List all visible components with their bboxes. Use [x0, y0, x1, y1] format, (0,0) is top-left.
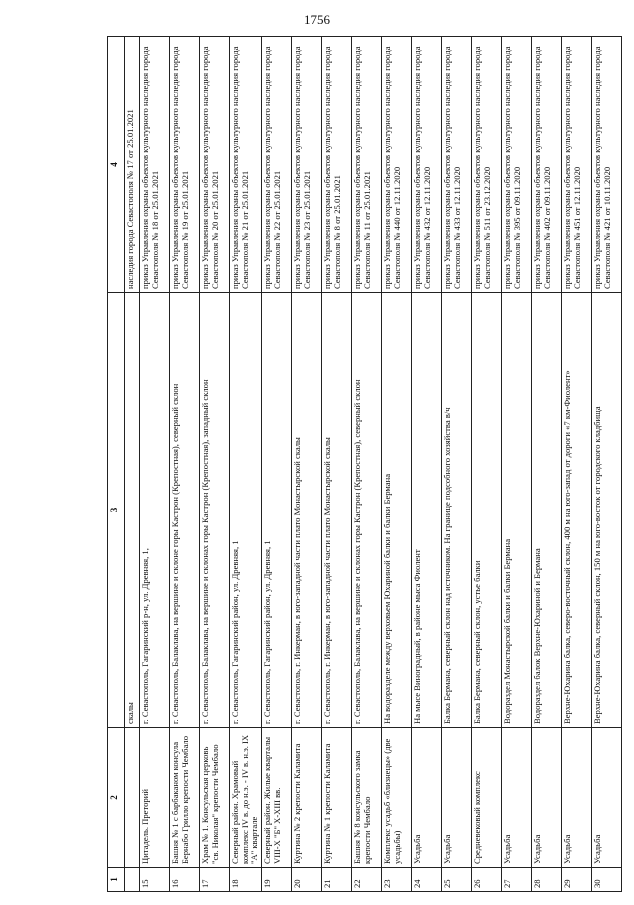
table-row: [441, 37, 471, 892]
header-col-4: 4: [108, 37, 125, 293]
object-name: Храм № 1. Консульская церковь "св. Николая" крепости Чембало: [200, 728, 230, 868]
row-number: 26: [471, 868, 501, 892]
table-row: [170, 37, 200, 892]
object-location: Балка Бермана, северный склон над источником. На границе подсобного хозяйства в/ч: [441, 293, 471, 728]
document-ref: приказ Управления охраны объектов культурного наследия города Севастополя № 421 от 10.11.2020: [591, 37, 621, 293]
document-ref: приказ Управления охраны объектов культурного наследия города Севастополя № 18 от 25.01.2021: [140, 37, 170, 293]
table-row: [140, 37, 170, 892]
object-location: Водораздел Монастырской балки и балки Бермана: [501, 293, 531, 728]
row-number: 24: [411, 868, 441, 892]
object-name: Куртина № 2 крепости Каламита: [291, 728, 321, 868]
object-name: Усадьба: [531, 728, 561, 868]
row-number: 29: [561, 868, 591, 892]
object-name: Усадьба: [411, 728, 441, 868]
continuation-name: [125, 728, 140, 868]
header-col-2: 2: [108, 728, 125, 868]
row-number: 30: [591, 868, 621, 892]
object-location: г. Севастополь, Балаклава, на вершине и склоне горы Кастрон (Крепостная), северный склон: [170, 293, 200, 728]
row-number: 18: [230, 868, 262, 892]
header-row: [108, 37, 125, 892]
table-row: [591, 37, 621, 892]
document-ref: приказ Управления охраны объектов культурного наследия города Севастополя № 402 от 09.11.2020: [531, 37, 561, 293]
object-name: Северный район. Храмовый комплекс IV в. до н.э. - IV в. н.э. IX "А" квартале: [230, 728, 262, 868]
object-location: г. Севастополь, г. Инкерман, в юго-западной части плато Монастырской скалы: [321, 293, 351, 728]
document-ref: приказ Управления охраны объектов культурного наследия города Севастополя № 19 от 25.01.2021: [170, 37, 200, 293]
table-row: [200, 37, 230, 892]
row-number: 27: [501, 868, 531, 892]
table-row: [230, 37, 262, 892]
document-ref: приказ Управления охраны объектов культурного наследия города Севастополя № 22 от 25.01.2021: [261, 37, 291, 293]
continuation-row: [125, 37, 140, 892]
object-name: Северный район. Жилые кварталы VIII-X "Б" X-XIII вв.: [261, 728, 291, 868]
object-location: Водораздел балок Верхне-Юхариной и Бермана: [531, 293, 561, 728]
document-ref: приказ Управления охраны объектов культурного наследия города Севастополя № 433 от 12.11.2020: [441, 37, 471, 293]
document-ref: приказ Управления охраны объектов культурного наследия города Севастополя № 8 от 25.01.2021: [321, 37, 351, 293]
object-location: г. Севастополь, Гагаринский район, ул. Древняя, 1: [230, 293, 262, 728]
page-number: 1756: [304, 12, 330, 27]
row-number: 22: [351, 868, 381, 892]
table-row: [561, 37, 591, 892]
table-row: [531, 37, 561, 892]
table-row: [501, 37, 531, 892]
table-row: [351, 37, 381, 892]
document-ref: приказ Управления охраны объектов культурного наследия города Севастополя № 11 от 25.01.2021: [351, 37, 381, 293]
row-number: 15: [140, 868, 170, 892]
row-number: 20: [291, 868, 321, 892]
object-location: На водоразделе между верховьем Юхариной балки и балки Бермана: [381, 293, 411, 728]
heritage-table: [107, 36, 622, 892]
object-location: г. Севастополь, г. Инкерман, в юго-западной части плато Монастырской скалы: [291, 293, 321, 728]
object-location: На мысе Виноградный, в районе мыса Фиолент: [411, 293, 441, 728]
header-col-3: 3: [108, 293, 125, 728]
row-number: 16: [170, 868, 200, 892]
document-ref: приказ Управления охраны объектов культурного наследия города Севастополя № 21 от 25.01.2021: [230, 37, 262, 293]
continuation-doc: наследия города Севастополя № 17 от 25.01.2021: [125, 37, 140, 293]
document-ref: приказ Управления охраны объектов культурного наследия города Севастополя № 20 от 25.01.2021: [200, 37, 230, 293]
document-ref: приказ Управления охраны объектов культурного наследия города Севастополя № 23 от 25.01.2021: [291, 37, 321, 293]
object-name: Цитадель. Преторий: [140, 728, 170, 868]
continuation-num: [125, 868, 140, 892]
object-location: г. Севастополь, Балаклава, на вершине и склонах горы Кастрон (Крепостная), западный склон: [200, 293, 230, 728]
table-row: [321, 37, 351, 892]
object-location: г. Севастополь, Гагаринский район, ул. Древняя, 1: [261, 293, 291, 728]
rotated-table-container: [107, 37, 612, 892]
object-location: г. Севастополь, Балаклава, на вершине и склонах горы Кастрон (Крепостная), северный склон: [351, 293, 381, 728]
row-number: 17: [200, 868, 230, 892]
object-location: г. Севастополь, Гагаринский р-н, ул. Древняя, 1,: [140, 293, 170, 728]
object-name: Куртина № 1 крепости Каламита: [321, 728, 351, 868]
document-ref: приказ Управления охраны объектов культурного наследия города Севастополя № 440 от 12.11.2020: [381, 37, 411, 293]
object-name: Усадьба: [561, 728, 591, 868]
table-row: [381, 37, 411, 892]
object-location: Верхне-Юхарина балка, северо-восточный склон, 400 м на юго-запад от дороги «7 км-Фиолент»: [561, 293, 591, 728]
object-name: Усадьба: [441, 728, 471, 868]
row-number: 23: [381, 868, 411, 892]
document-ref: приказ Управления охраны объектов культурного наследия города Севастополя № 432 от 12.11.2020: [411, 37, 441, 293]
object-location: Верхне-Юхарина балка, северный склон, 150 м на юго-восток от городского кладбища: [591, 293, 621, 728]
object-name: Усадьба: [591, 728, 621, 868]
table-row: [261, 37, 291, 892]
document-ref: приказ Управления охраны объектов культурного наследия города Севастополя № 451 от 12.11.2020: [561, 37, 591, 293]
document-ref: приказ Управления охраны объектов культурного наследия города Севастополя № 511 от 23.12.2020: [471, 37, 501, 293]
object-name: Башня № 8 консульского замка крепости Чембало: [351, 728, 381, 868]
object-name: Башня № 1 с барбаканом консула Бернабо Грилло крепости Чембало: [170, 728, 200, 868]
continuation-location: скалы: [125, 293, 140, 728]
header-col-1: 1: [108, 868, 125, 892]
row-number: 19: [261, 868, 291, 892]
row-number: 21: [321, 868, 351, 892]
row-number: 28: [531, 868, 561, 892]
table-row: [291, 37, 321, 892]
table-row: [471, 37, 501, 892]
table-row: [411, 37, 441, 892]
object-name: Усадьба: [501, 728, 531, 868]
object-location: Балка Бермана, северный склон, устье балки: [471, 293, 501, 728]
row-number: 25: [441, 868, 471, 892]
document-ref: приказ Управления охраны объектов культурного наследия города Севастополя № 395 от 09.11.2020: [501, 37, 531, 293]
object-name: Комплекс усадьб «близнецы» (две усадьбы): [381, 728, 411, 868]
object-name: Средневековый комплекс: [471, 728, 501, 868]
